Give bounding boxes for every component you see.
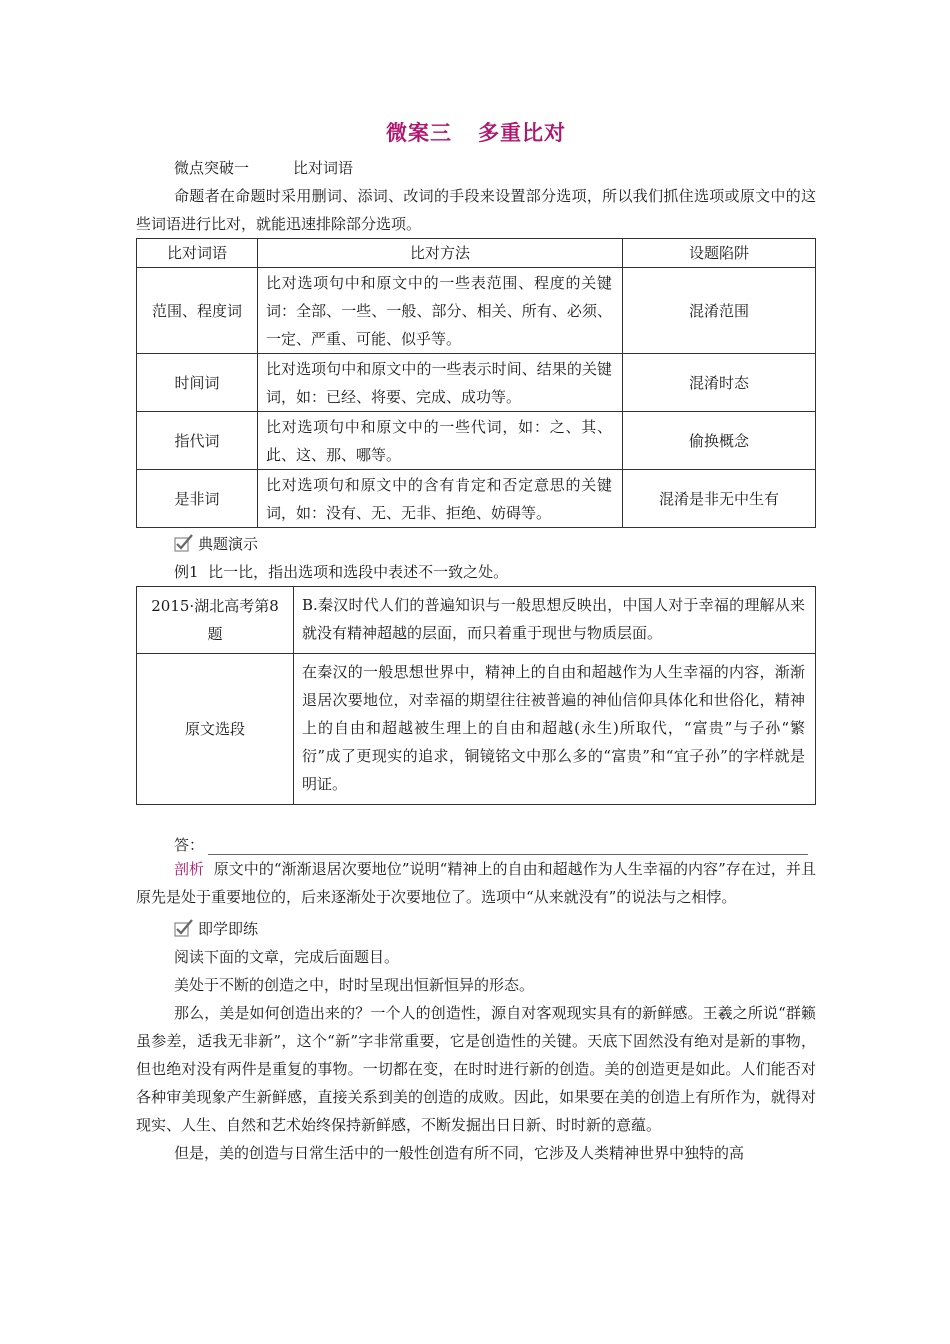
table-row: [137, 654, 816, 805]
row-word: 指代词: [137, 412, 258, 470]
table-row: [137, 268, 816, 354]
table-header-row: [137, 239, 816, 268]
intro-paragraph: 命题者在命题时采用删词、添词、改词的手段来设置部分选项，所以我们抓住选项或原文中的这些词语进行比对，就能迅速排除部分选项。: [136, 187, 816, 233]
document-page: [136, 118, 816, 1167]
example-table: [136, 586, 816, 805]
demo-heading-text: 典题演示: [198, 535, 259, 553]
header-method: 比对方法: [258, 239, 623, 268]
example-line: [136, 558, 816, 586]
page-title: [136, 118, 816, 148]
source-label: 原文选段: [137, 654, 294, 805]
table-row: [137, 587, 816, 654]
table-row: [137, 470, 816, 528]
row-trap: 混淆是非无中生有: [623, 470, 816, 528]
comparison-table: [136, 238, 816, 528]
analysis-text: 原文中的“渐渐退居次要地位”说明“精神上的自由和超越作为人生幸福的内容”存在过，并且原先是处于重要地位的，后来逐渐处于次要地位了。选项中“从来就没有”的说法与之相悖。: [136, 860, 816, 906]
row-trap: 混淆范围: [623, 268, 816, 354]
practice-heading: [136, 915, 816, 943]
row-trap: 偷换概念: [623, 412, 816, 470]
article-paragraph: 那么，美是如何创造出来的？一个人的创造性，源自对客观现实具有的新鲜感。王羲之所说“群籁虽参差，适我无非新”，这个“新”字非常重要，它是创造性的关键。天底下固然没有绝对是新的事物，但也绝对没有两件是重复的事物。一切都在变，在时时进行新的创造。美的创造更是如此。人们能否对各种审美现象产生新鲜感，直接关系到美的创造的成败。因此，如果要在美的创造上有所作为，就得对现实、人生、自然和艺术始终保持新鲜感，不断发掘出日日新、时时新的意蕴。: [136, 1004, 816, 1134]
checkbox-tick-icon: [174, 533, 194, 551]
row-method: 比对选项句和原文中的含有肯定和否定意思的关键词，如：没有、无、无非、拒绝、妨碍等。: [258, 470, 623, 528]
checkbox-tick-icon: [174, 918, 194, 936]
example-source: 2015·湖北高考第8题: [137, 587, 294, 654]
section-topic: 比对词语: [293, 159, 354, 177]
row-method: 比对选项句中和原文中的一些表示时间、结果的关键词，如：已经、将要、完成、成功等。: [258, 354, 623, 412]
example-text: 比一比，指出选项和选段中表述不一致之处。: [208, 563, 509, 581]
row-trap: 混淆时态: [623, 354, 816, 412]
answer-label: 答：: [174, 836, 205, 854]
reading-instruction: 阅读下面的文章，完成后面题目。: [174, 948, 400, 966]
article-paragraph: 美处于不断的创造之中，时时呈现出恒新恒异的形态。: [174, 976, 535, 994]
row-word: 时间词: [137, 354, 258, 412]
article-paragraph: 但是，美的创造与日常生活中的一般性创造有所不同，它涉及人类精神世界中独特的高: [174, 1144, 745, 1162]
header-trap: 设题陷阱: [623, 239, 816, 268]
row-word: 是非词: [137, 470, 258, 528]
analysis-paragraph: [136, 855, 816, 911]
example-label: 例1: [174, 563, 199, 581]
section-heading: [136, 154, 816, 182]
row-word: 范围、程度词: [137, 268, 258, 354]
table-row: [137, 354, 816, 412]
source-passage: 在秦汉的一般思想世界中，精神上的自由和超越作为人生幸福的内容，渐渐退居次要地位，对幸福的期望往往被普遍的神仙信仰具体化和世俗化，精神上的自由和超越被生理上的自由和超越(永生)所取代，“富贵”与子孙“繁衍”成了更现实的追求，铜镜铭文中那么多的“富贵”和“宜子孙”的字样就是明证。: [294, 654, 816, 805]
example-option: B.秦汉时代人们的普遍知识与一般思想反映出，中国人对于幸福的理解从来就没有精神超越的层面，而只着重于现世与物质层面。: [294, 587, 816, 654]
practice-heading-text: 即学即练: [198, 920, 259, 938]
row-method: 比对选项句中和原文中的一些代词，如：之、其、此、这、那、哪等。: [258, 412, 623, 470]
section-label: 微点突破一: [174, 159, 250, 177]
title-part1: 微案三: [386, 120, 452, 145]
analysis-label: 剖析: [174, 860, 205, 878]
title-part2: 多重比对: [478, 120, 566, 145]
answer-blank[interactable]: [208, 838, 808, 855]
header-word: 比对词语: [137, 239, 258, 268]
table-row: [137, 412, 816, 470]
demo-heading: [136, 530, 816, 558]
answer-field[interactable]: [136, 827, 816, 855]
row-method: 比对选项句中和原文中的一些表范围、程度的关键词：全部、一些、一般、部分、相关、所有、必须、一定、严重、可能、似乎等。: [258, 268, 623, 354]
